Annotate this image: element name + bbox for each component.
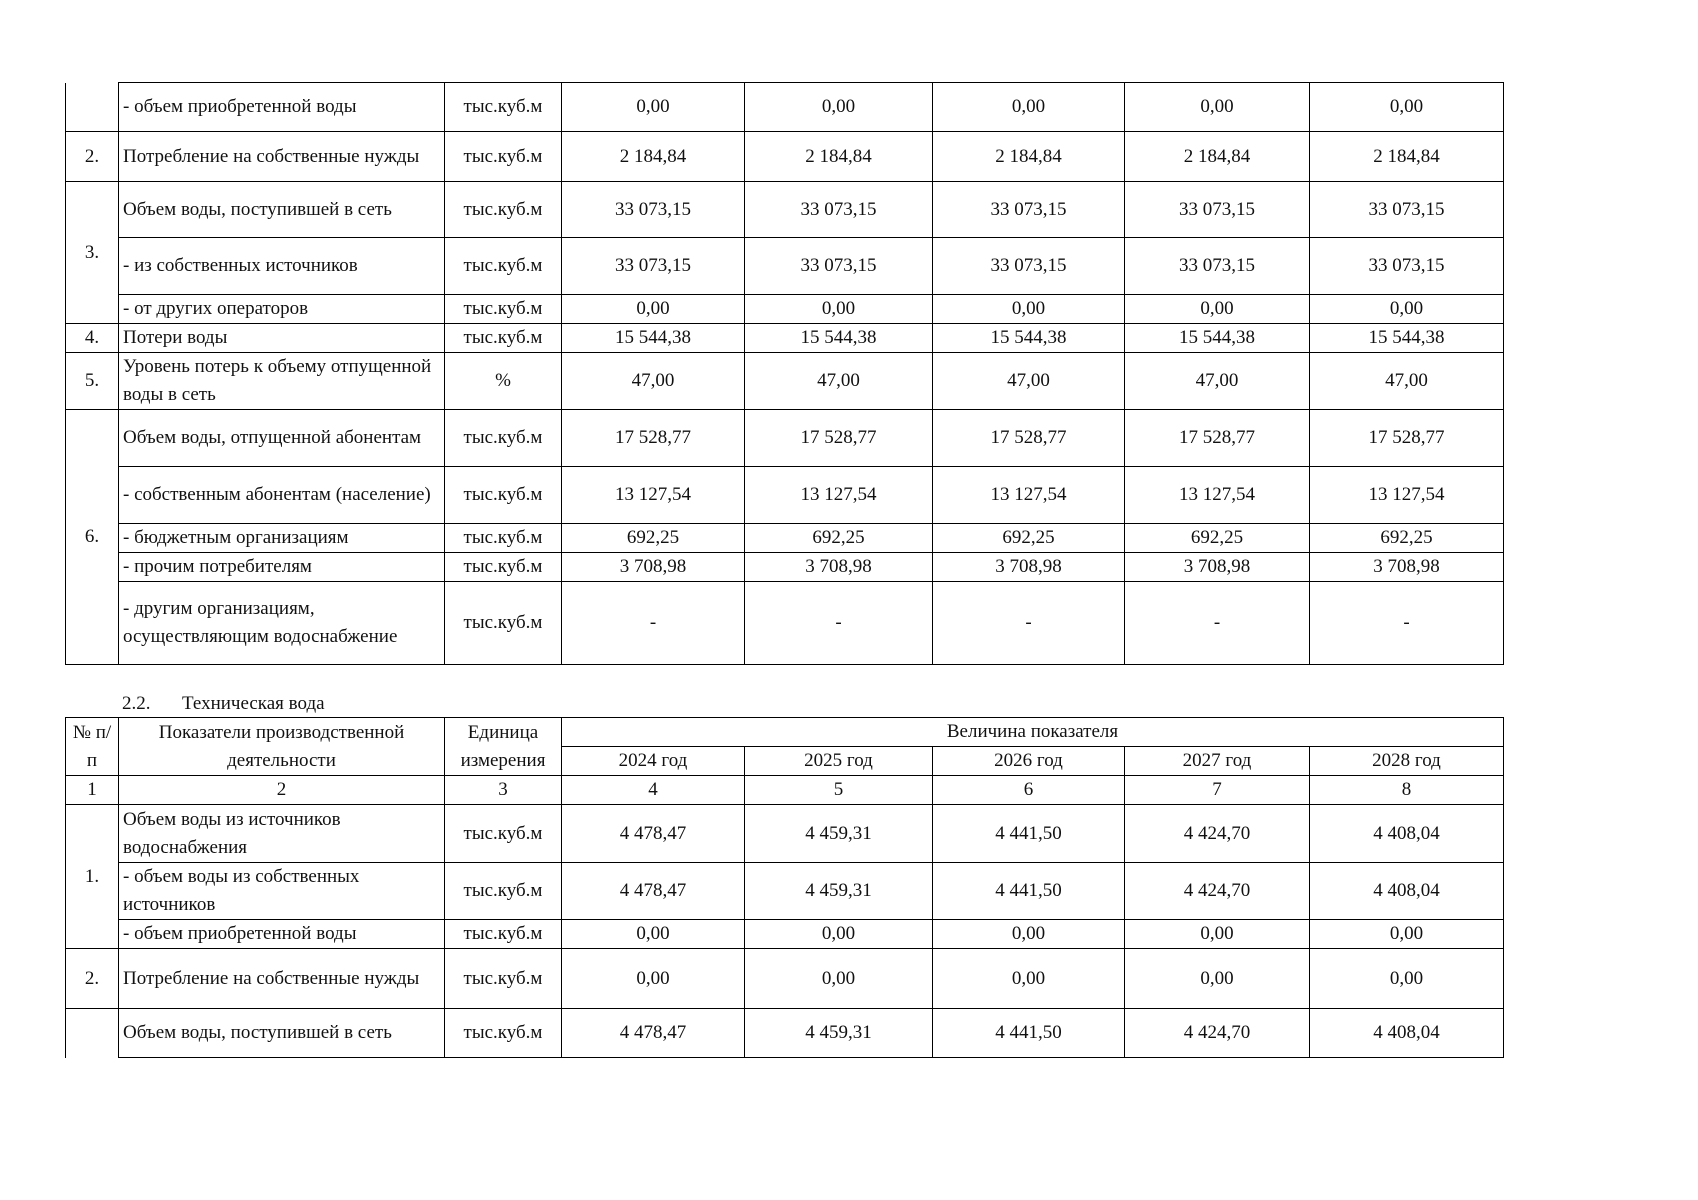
row-label: - объем воды из собственных источников xyxy=(119,863,445,920)
value-cell: 0,00 xyxy=(1310,295,1504,324)
header-indicator: Показатели производственной деятельности xyxy=(119,718,445,776)
value-cell: 3 708,98 xyxy=(745,553,933,582)
value-cell: 33 073,15 xyxy=(1125,238,1310,295)
row-label: Объем воды из источников водоснабжения xyxy=(119,805,445,863)
column-number: 1 xyxy=(66,776,119,805)
value-cell: 0,00 xyxy=(1125,295,1310,324)
row-unit: тыс.куб.м xyxy=(445,553,562,582)
row-number: 1. xyxy=(66,805,119,949)
value-cell: 2 184,84 xyxy=(562,132,745,182)
row-number: 2. xyxy=(66,132,119,182)
column-number: 4 xyxy=(562,776,745,805)
value-cell: - xyxy=(745,582,933,665)
value-cell: 33 073,15 xyxy=(745,238,933,295)
value-cell: 4 424,70 xyxy=(1125,805,1310,863)
value-cell: 4 441,50 xyxy=(933,805,1125,863)
table-row xyxy=(66,410,1504,467)
value-cell: 4 408,04 xyxy=(1310,805,1504,863)
value-cell: 15 544,38 xyxy=(745,324,933,353)
value-cell: 13 127,54 xyxy=(1125,467,1310,524)
table-row xyxy=(66,467,1504,524)
value-cell: 3 708,98 xyxy=(1125,553,1310,582)
value-cell: 0,00 xyxy=(933,295,1125,324)
row-label: Объем воды, поступившей в сеть xyxy=(119,182,445,238)
value-cell: 33 073,15 xyxy=(562,238,745,295)
value-cell: 0,00 xyxy=(562,295,745,324)
table-row xyxy=(66,353,1504,410)
row-unit: тыс.куб.м xyxy=(445,410,562,467)
section-heading xyxy=(122,690,325,718)
row-unit: тыс.куб.м xyxy=(445,805,562,863)
table-row xyxy=(66,863,1504,920)
table-row xyxy=(66,324,1504,353)
water-indicators-table-continued xyxy=(65,82,1504,665)
row-unit: тыс.куб.м xyxy=(445,1009,562,1058)
value-cell: 47,00 xyxy=(933,353,1125,410)
value-cell: 13 127,54 xyxy=(1310,467,1504,524)
value-cell: 33 073,15 xyxy=(933,182,1125,238)
value-cell: 17 528,77 xyxy=(745,410,933,467)
row-unit: тыс.куб.м xyxy=(445,324,562,353)
value-cell: - xyxy=(562,582,745,665)
value-cell: 33 073,15 xyxy=(1310,182,1504,238)
value-cell: 4 478,47 xyxy=(562,863,745,920)
row-unit: тыс.куб.м xyxy=(445,582,562,665)
header-year: 2028 год xyxy=(1310,747,1504,776)
value-cell: 4 424,70 xyxy=(1125,863,1310,920)
value-cell: 33 073,15 xyxy=(1125,182,1310,238)
value-cell: 692,25 xyxy=(562,524,745,553)
value-cell: 3 708,98 xyxy=(933,553,1125,582)
row-unit: тыс.куб.м xyxy=(445,863,562,920)
value-cell: 15 544,38 xyxy=(562,324,745,353)
table-row xyxy=(66,182,1504,238)
value-cell: 0,00 xyxy=(1125,920,1310,949)
row-label: Потребление на собственные нужды xyxy=(119,132,445,182)
row-unit: тыс.куб.м xyxy=(445,295,562,324)
value-cell: 33 073,15 xyxy=(933,238,1125,295)
row-unit: тыс.куб.м xyxy=(445,949,562,1009)
value-cell: 13 127,54 xyxy=(562,467,745,524)
section-number: 2.2. xyxy=(122,693,151,714)
value-cell: 4 441,50 xyxy=(933,1009,1125,1058)
table-row xyxy=(66,1009,1504,1058)
value-cell: 0,00 xyxy=(1125,949,1310,1009)
value-cell: 0,00 xyxy=(1310,949,1504,1009)
value-cell: 0,00 xyxy=(745,83,933,132)
row-unit: тыс.куб.м xyxy=(445,524,562,553)
column-number: 7 xyxy=(1125,776,1310,805)
value-cell: 0,00 xyxy=(933,83,1125,132)
value-cell: 0,00 xyxy=(745,949,933,1009)
value-cell: 4 478,47 xyxy=(562,1009,745,1058)
row-number xyxy=(66,1009,119,1058)
header-value-group: Величина показателя xyxy=(562,718,1504,747)
value-cell: 692,25 xyxy=(745,524,933,553)
value-cell: 0,00 xyxy=(1310,83,1504,132)
value-cell: 2 184,84 xyxy=(745,132,933,182)
row-number: 6. xyxy=(66,410,119,665)
value-cell: 17 528,77 xyxy=(562,410,745,467)
value-cell: 0,00 xyxy=(1125,83,1310,132)
row-label: - собственным абонентам (население) xyxy=(119,467,445,524)
row-label: Потребление на собственные нужды xyxy=(119,949,445,1009)
value-cell: 15 544,38 xyxy=(1125,324,1310,353)
value-cell: 17 528,77 xyxy=(1125,410,1310,467)
row-label: - объем приобретенной воды xyxy=(119,83,445,132)
header-year: 2027 год xyxy=(1125,747,1310,776)
row-label: Объем воды, поступившей в сеть xyxy=(119,1009,445,1058)
header-year: 2025 год xyxy=(745,747,933,776)
value-cell: 4 459,31 xyxy=(745,805,933,863)
column-number: 5 xyxy=(745,776,933,805)
value-cell: 0,00 xyxy=(562,920,745,949)
row-unit: % xyxy=(445,353,562,410)
row-label: - прочим потребителям xyxy=(119,553,445,582)
value-cell: 2 184,84 xyxy=(933,132,1125,182)
row-label: Уровень потерь к объему отпущенной воды в сеть xyxy=(119,353,445,410)
value-cell: 4 424,70 xyxy=(1125,1009,1310,1058)
value-cell: 0,00 xyxy=(745,920,933,949)
row-number: 5. xyxy=(66,353,119,410)
value-cell: 4 408,04 xyxy=(1310,863,1504,920)
column-number: 6 xyxy=(933,776,1125,805)
row-number: 2. xyxy=(66,949,119,1009)
section-title: Техническая вода xyxy=(182,693,325,714)
value-cell: 0,00 xyxy=(562,83,745,132)
value-cell: 692,25 xyxy=(1310,524,1504,553)
value-cell: 33 073,15 xyxy=(1310,238,1504,295)
value-cell: 4 459,31 xyxy=(745,1009,933,1058)
header-row xyxy=(66,718,1504,747)
value-cell: 0,00 xyxy=(1310,920,1504,949)
table-row xyxy=(66,920,1504,949)
table-row xyxy=(66,582,1504,665)
table-row xyxy=(66,524,1504,553)
row-label: Объем воды, отпущенной абонентам xyxy=(119,410,445,467)
row-number: 4. xyxy=(66,324,119,353)
value-cell: 0,00 xyxy=(933,949,1125,1009)
row-unit: тыс.куб.м xyxy=(445,132,562,182)
table-row xyxy=(66,805,1504,863)
value-cell: 4 478,47 xyxy=(562,805,745,863)
value-cell: 0,00 xyxy=(933,920,1125,949)
value-cell: - xyxy=(933,582,1125,665)
value-cell: 4 459,31 xyxy=(745,863,933,920)
value-cell: 2 184,84 xyxy=(1310,132,1504,182)
column-number: 2 xyxy=(119,776,445,805)
row-label: - от других операторов xyxy=(119,295,445,324)
row-label: - объем приобретенной воды xyxy=(119,920,445,949)
row-label: - из собственных источников xyxy=(119,238,445,295)
value-cell: 15 544,38 xyxy=(933,324,1125,353)
table-row xyxy=(66,132,1504,182)
row-label: - другим организациям, осуществляющим водоснабжение xyxy=(119,582,445,665)
value-cell: 4 441,50 xyxy=(933,863,1125,920)
row-label: Потери воды xyxy=(119,324,445,353)
header-year: 2026 год xyxy=(933,747,1125,776)
row-unit: тыс.куб.м xyxy=(445,467,562,524)
column-number-row xyxy=(66,776,1504,805)
table-row xyxy=(66,238,1504,295)
column-number: 3 xyxy=(445,776,562,805)
value-cell: 15 544,38 xyxy=(1310,324,1504,353)
value-cell: 33 073,15 xyxy=(562,182,745,238)
row-label: - бюджетным организациям xyxy=(119,524,445,553)
row-unit: тыс.куб.м xyxy=(445,182,562,238)
header-num: № п/п xyxy=(66,718,119,776)
value-cell: 692,25 xyxy=(933,524,1125,553)
row-unit: тыс.куб.м xyxy=(445,920,562,949)
value-cell: 47,00 xyxy=(745,353,933,410)
value-cell: 33 073,15 xyxy=(745,182,933,238)
table-row xyxy=(66,553,1504,582)
value-cell: 692,25 xyxy=(1125,524,1310,553)
header-year: 2024 год xyxy=(562,747,745,776)
table-row xyxy=(66,949,1504,1009)
value-cell: - xyxy=(1125,582,1310,665)
row-number: 3. xyxy=(66,182,119,324)
value-cell: 2 184,84 xyxy=(1125,132,1310,182)
value-cell: 17 528,77 xyxy=(933,410,1125,467)
table-row xyxy=(66,295,1504,324)
value-cell: 47,00 xyxy=(562,353,745,410)
value-cell: 3 708,98 xyxy=(1310,553,1504,582)
technical-water-table xyxy=(65,717,1504,1058)
table-row xyxy=(66,83,1504,132)
row-number xyxy=(66,83,119,132)
value-cell: 17 528,77 xyxy=(1310,410,1504,467)
value-cell: 47,00 xyxy=(1310,353,1504,410)
value-cell: 13 127,54 xyxy=(933,467,1125,524)
value-cell: 4 408,04 xyxy=(1310,1009,1504,1058)
value-cell: 47,00 xyxy=(1125,353,1310,410)
value-cell: - xyxy=(1310,582,1504,665)
header-unit: Единица измерения xyxy=(445,718,562,776)
row-unit: тыс.куб.м xyxy=(445,83,562,132)
value-cell: 13 127,54 xyxy=(745,467,933,524)
value-cell: 0,00 xyxy=(745,295,933,324)
row-unit: тыс.куб.м xyxy=(445,238,562,295)
column-number: 8 xyxy=(1310,776,1504,805)
value-cell: 0,00 xyxy=(562,949,745,1009)
value-cell: 3 708,98 xyxy=(562,553,745,582)
